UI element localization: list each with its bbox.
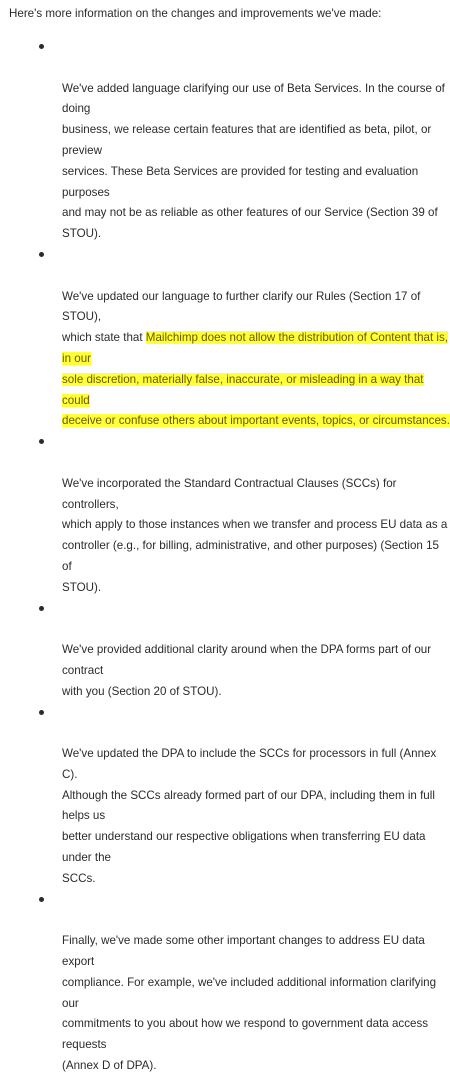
list-item-text: We've provided additional clarity around when the DPA forms part of our contract with you (Section 20 of STOU).	[62, 643, 432, 698]
bullet-icon	[39, 439, 44, 444]
list-item	[62, 37, 450, 245]
highlighted-text: Mailchimp does not allow the distribution of Content that is, in our sole discretion, materially false, inaccurate, or misleading in a way that could deceive or confuse others about important events, topics, or circumstances.	[62, 331, 450, 428]
list-item	[62, 703, 450, 890]
changes-list	[62, 37, 450, 1077]
list-item	[62, 599, 450, 703]
list-item-text: We've updated our language to further clarify our Rules (Section 17 of STOU), which state that	[62, 289, 421, 345]
bullet-icon	[39, 252, 44, 257]
list-item-text: We've incorporated the Standard Contractual Clauses (SCCs) for controllers, which apply to those instances when we transfer and process EU data as a controller (e.g., for billing, administrative, and other purposes) (Section 15 of STOU).	[62, 476, 448, 594]
bullet-icon	[39, 44, 44, 49]
list-item-text: We've updated the DPA to include the SCCs for processors in full (Annex C). Although the SCCs already formed part of our DPA, including them in full helps us better understand our respective obligations when transferring EU data under the SCCs.	[62, 747, 437, 885]
intro-text: Here's more information on the changes and improvements we've made:	[9, 7, 382, 20]
list-item	[62, 245, 450, 432]
bullet-icon	[39, 710, 44, 715]
bullet-icon	[39, 606, 44, 611]
bullet-icon	[39, 897, 44, 902]
list-item	[62, 890, 450, 1077]
list-item-text: We've added language clarifying our use of Beta Services. In the course of doing business, we release certain features that are identified as beta, pilot, or preview services. These Beta Services are provided for testing and evaluation purposes and may not be as reliable as other features of our Service (Section 39 of STOU).	[62, 81, 445, 241]
list-item	[62, 432, 450, 598]
list-item-text: Finally, we've made some other important changes to address EU data export compliance. For example, we've included additional information clarifying our commitments to you about how we respond to government data access requests (Annex D of DPA).	[62, 934, 437, 1073]
